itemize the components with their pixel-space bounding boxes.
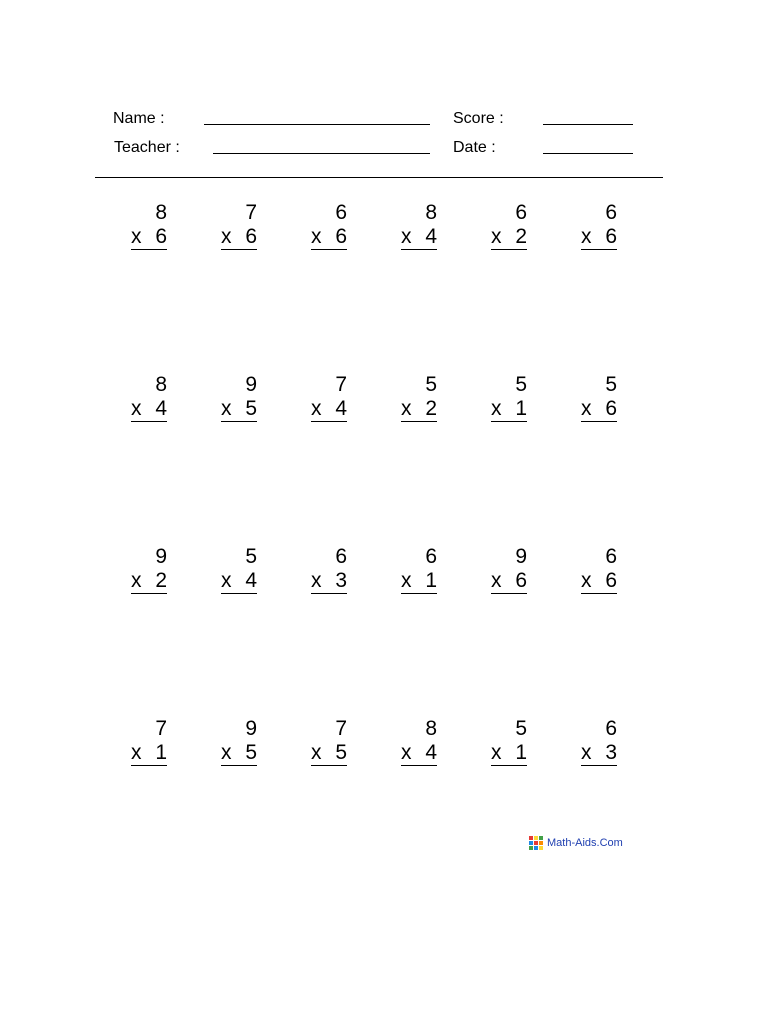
multiplication-problem	[221, 717, 257, 766]
times-sign: x	[311, 569, 322, 592]
top-number: 7	[335, 717, 347, 740]
teacher-label: Teacher :	[114, 139, 180, 156]
times-sign: x	[581, 741, 592, 764]
top-number: 7	[155, 717, 167, 740]
times-sign: x	[401, 225, 412, 248]
times-sign: x	[401, 397, 412, 420]
bottom-number: 5	[245, 741, 257, 764]
times-sign: x	[491, 225, 502, 248]
bottom-number: 6	[245, 225, 257, 248]
bottom-number: 4	[425, 741, 437, 764]
bottom-number: 2	[425, 397, 437, 420]
multiplication-problem	[491, 545, 527, 594]
multiplication-problem	[491, 201, 527, 250]
top-number: 6	[605, 545, 617, 568]
multiplication-problem	[311, 201, 347, 250]
bottom-number: 6	[605, 397, 617, 420]
multiplication-problem	[131, 717, 167, 766]
times-sign: x	[221, 225, 232, 248]
top-number: 5	[605, 373, 617, 396]
bottom-number: 4	[425, 225, 437, 248]
multiplication-problem	[221, 545, 257, 594]
bottom-row	[401, 225, 437, 250]
bottom-row	[131, 397, 167, 422]
top-number: 9	[245, 373, 257, 396]
times-sign: x	[131, 569, 142, 592]
times-sign: x	[221, 741, 232, 764]
bottom-number: 4	[245, 569, 257, 592]
multiplication-problem	[131, 545, 167, 594]
bottom-number: 6	[605, 225, 617, 248]
top-number: 6	[335, 201, 347, 224]
top-number: 6	[605, 201, 617, 224]
bottom-row	[581, 569, 617, 594]
bottom-number: 4	[335, 397, 347, 420]
bottom-row	[401, 569, 437, 594]
top-number: 8	[425, 201, 437, 224]
multiplication-problem	[401, 201, 437, 250]
top-number: 7	[245, 201, 257, 224]
top-number: 5	[245, 545, 257, 568]
top-number: 6	[515, 201, 527, 224]
top-number: 8	[155, 201, 167, 224]
multiplication-problem	[401, 717, 437, 766]
bottom-number: 3	[605, 741, 617, 764]
times-sign: x	[581, 397, 592, 420]
bottom-row	[401, 741, 437, 766]
bottom-number: 1	[515, 741, 527, 764]
bottom-number: 4	[155, 397, 167, 420]
bottom-row	[581, 741, 617, 766]
bottom-number: 3	[335, 569, 347, 592]
times-sign: x	[491, 397, 502, 420]
bottom-row	[491, 741, 527, 766]
score-label: Score :	[453, 110, 504, 127]
times-sign: x	[401, 741, 412, 764]
top-number: 5	[515, 373, 527, 396]
multiplication-problem	[581, 717, 617, 766]
bottom-row	[221, 225, 257, 250]
multiplication-problem	[311, 717, 347, 766]
bottom-row	[221, 397, 257, 422]
times-sign: x	[221, 397, 232, 420]
top-number: 9	[515, 545, 527, 568]
bottom-row	[311, 397, 347, 422]
times-sign: x	[221, 569, 232, 592]
name-answer-line[interactable]	[204, 124, 430, 125]
times-sign: x	[581, 569, 592, 592]
top-number: 6	[605, 717, 617, 740]
grid-logo-icon	[529, 836, 543, 850]
top-number: 9	[155, 545, 167, 568]
bottom-row	[311, 569, 347, 594]
date-label: Date :	[453, 139, 496, 156]
multiplication-problem	[491, 717, 527, 766]
multiplication-problem	[401, 545, 437, 594]
bottom-row	[491, 397, 527, 422]
bottom-row	[581, 397, 617, 422]
multiplication-problem	[131, 373, 167, 422]
top-number: 8	[155, 373, 167, 396]
date-answer-line[interactable]	[543, 153, 633, 154]
bottom-row	[311, 225, 347, 250]
bottom-row	[131, 569, 167, 594]
bottom-row	[221, 569, 257, 594]
bottom-number: 6	[605, 569, 617, 592]
bottom-number: 1	[155, 741, 167, 764]
times-sign: x	[311, 397, 322, 420]
multiplication-problem	[581, 201, 617, 250]
header-divider	[95, 177, 663, 178]
score-answer-line[interactable]	[543, 124, 633, 125]
bottom-number: 6	[335, 225, 347, 248]
multiplication-problem	[311, 545, 347, 594]
top-number: 7	[335, 373, 347, 396]
top-number: 5	[425, 373, 437, 396]
top-number: 9	[245, 717, 257, 740]
bottom-row	[401, 397, 437, 422]
bottom-number: 5	[335, 741, 347, 764]
times-sign: x	[491, 569, 502, 592]
bottom-number: 2	[155, 569, 167, 592]
times-sign: x	[311, 225, 322, 248]
multiplication-problem	[581, 545, 617, 594]
logo-text: Math-Aids.Com	[547, 837, 623, 849]
times-sign: x	[491, 741, 502, 764]
bottom-row	[131, 741, 167, 766]
multiplication-problem	[581, 373, 617, 422]
bottom-number: 6	[515, 569, 527, 592]
bottom-row	[311, 741, 347, 766]
top-number: 5	[515, 717, 527, 740]
times-sign: x	[311, 741, 322, 764]
multiplication-problem	[131, 201, 167, 250]
bottom-row	[491, 225, 527, 250]
teacher-answer-line[interactable]	[213, 153, 430, 154]
bottom-number: 1	[515, 397, 527, 420]
multiplication-problem	[221, 201, 257, 250]
multiplication-problem	[401, 373, 437, 422]
bottom-number: 1	[425, 569, 437, 592]
bottom-row	[491, 569, 527, 594]
math-aids-logo	[529, 836, 623, 850]
bottom-number: 2	[515, 225, 527, 248]
top-number: 8	[425, 717, 437, 740]
times-sign: x	[131, 225, 142, 248]
bottom-number: 6	[155, 225, 167, 248]
bottom-row	[221, 741, 257, 766]
bottom-row	[581, 225, 617, 250]
multiplication-problem	[221, 373, 257, 422]
multiplication-problem	[311, 373, 347, 422]
top-number: 6	[335, 545, 347, 568]
times-sign: x	[131, 741, 142, 764]
multiplication-problem	[491, 373, 527, 422]
times-sign: x	[131, 397, 142, 420]
times-sign: x	[581, 225, 592, 248]
bottom-row	[131, 225, 167, 250]
name-label: Name :	[113, 110, 165, 127]
bottom-number: 5	[245, 397, 257, 420]
times-sign: x	[401, 569, 412, 592]
top-number: 6	[425, 545, 437, 568]
